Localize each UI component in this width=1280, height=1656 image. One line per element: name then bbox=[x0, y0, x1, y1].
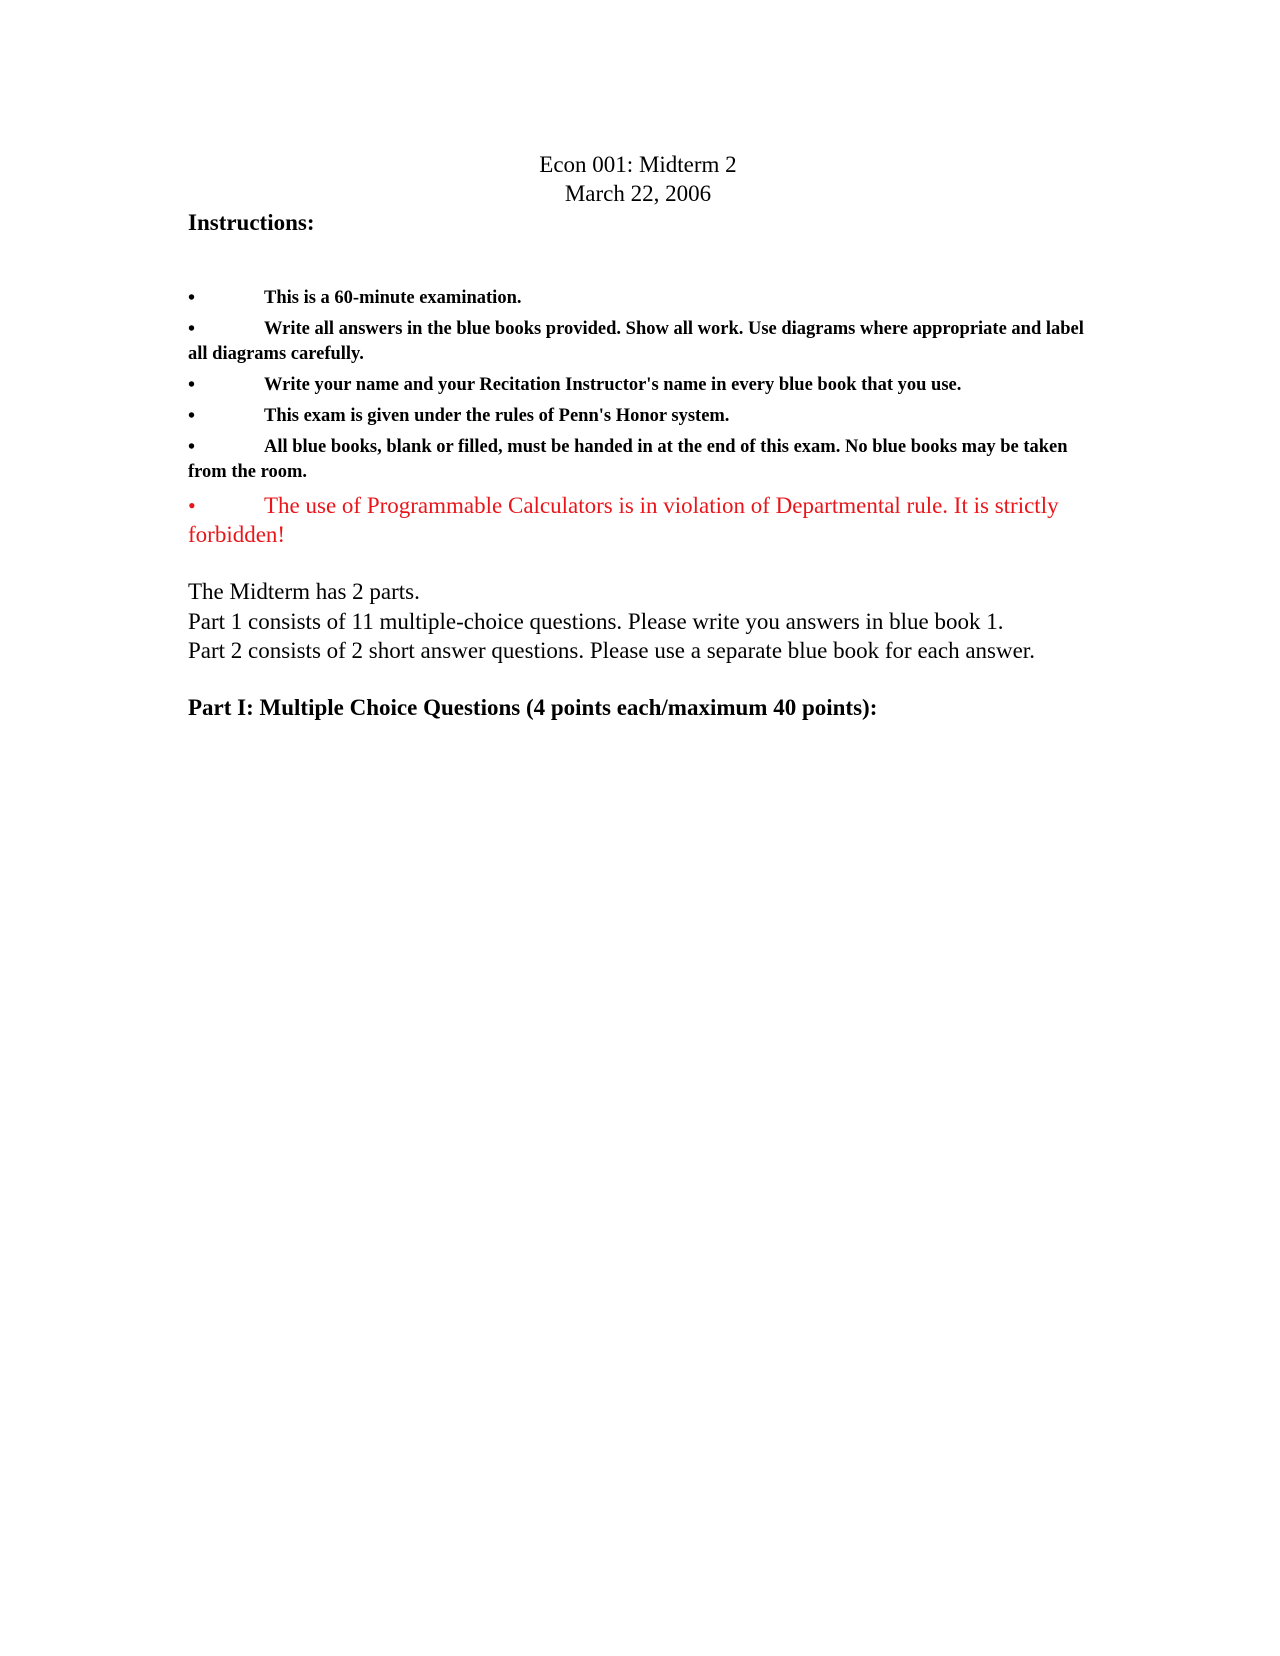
bullet-icon: • bbox=[188, 436, 196, 458]
instruction-text: Write all answers in the blue books provided. Show all work. Use diagrams where appropriate and label all diagrams carefully. bbox=[188, 319, 1084, 364]
instruction-text: All blue books, blank or filled, must be handed in at the end of this exam. No blue books may be taken from the room. bbox=[188, 437, 1068, 482]
instruction-item-bluebooks bbox=[188, 435, 1088, 485]
bullet-icon: • bbox=[188, 405, 196, 427]
instruction-item-duration bbox=[188, 286, 1088, 311]
instruction-text: This is a 60-minute examination. bbox=[264, 288, 522, 308]
instruction-item-name bbox=[188, 373, 1088, 398]
exam-date: March 22, 2006 bbox=[564, 181, 712, 206]
bullet-icon: • bbox=[188, 287, 196, 309]
overview-line-parts: The Midterm has 2 parts. bbox=[188, 579, 420, 604]
part1-heading: Part I: Multiple Choice Questions (4 points each/maximum 40 points): bbox=[188, 694, 878, 720]
exam-overview bbox=[188, 577, 1088, 666]
page-content bbox=[188, 150, 1088, 722]
instruction-text: Write your name and your Recitation Instructor's name in every blue book that you use. bbox=[264, 375, 962, 395]
calculator-warning bbox=[188, 491, 1088, 549]
bullet-icon: • bbox=[188, 493, 196, 518]
instructions-list bbox=[188, 286, 1088, 549]
exam-title: Econ 001: Midterm 2 bbox=[539, 152, 737, 177]
instruction-text: This exam is given under the rules of Penn's Honor system. bbox=[264, 406, 730, 426]
bullet-icon: • bbox=[188, 318, 196, 340]
overview-line-part1: Part 1 consists of 11 multiple-choice questions. Please write you answers in blue book 1. bbox=[188, 608, 1004, 634]
instruction-item-answers bbox=[188, 317, 1088, 367]
overview-line-part2: Part 2 consists of 2 short answer questions. Please use a separate blue book for each answer. bbox=[188, 638, 1035, 663]
instruction-item-honor bbox=[188, 404, 1088, 429]
instructions-heading: Instructions: bbox=[188, 210, 315, 235]
warning-text: The use of Programmable Calculators is in violation of Departmental rule. It is strictly forbidden! bbox=[188, 493, 1059, 547]
bullet-icon: • bbox=[188, 374, 196, 396]
